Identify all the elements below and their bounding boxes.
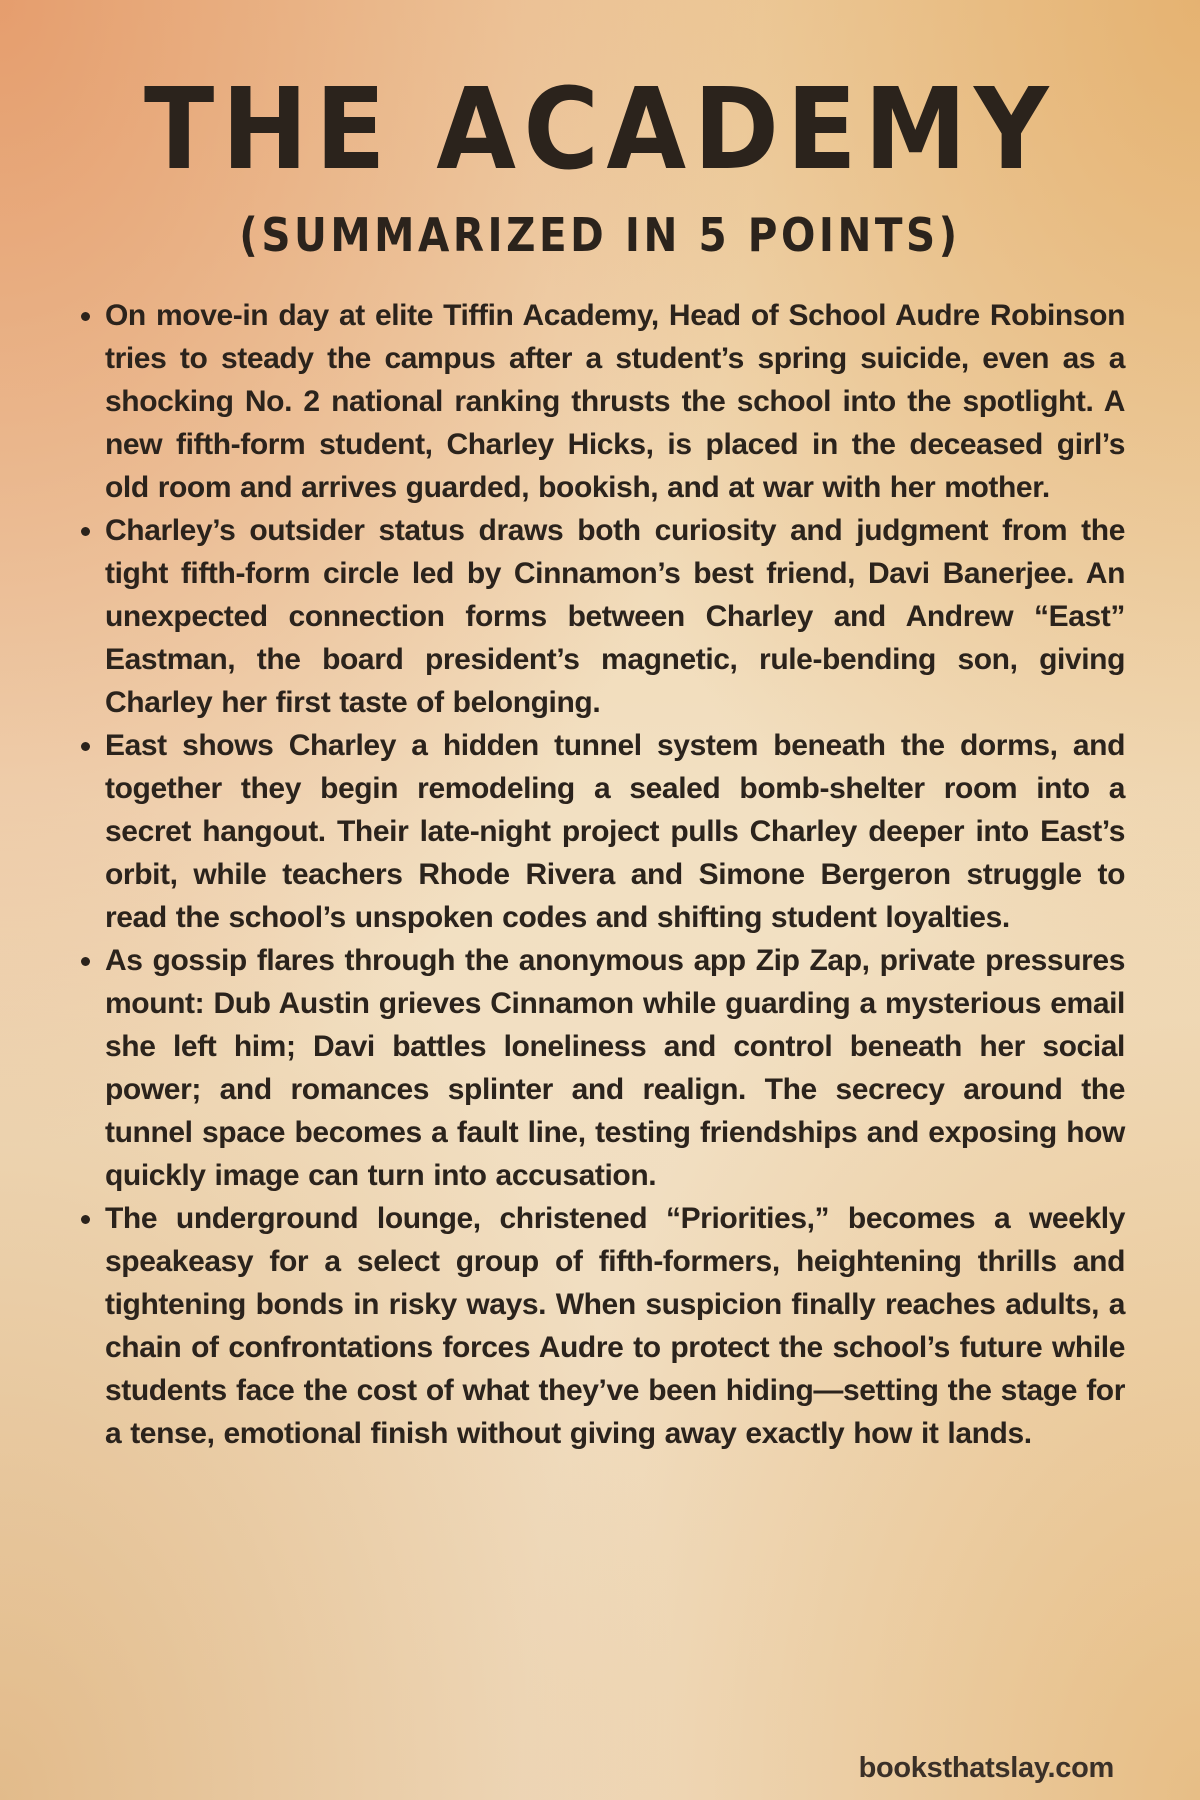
point-text: East shows Charley a hidden tunnel system beneath the dorms, and together they begin remodeling a sealed bomb-shelter room into a secret hangout. Their late-night project pulls Charley deeper into East’s orbit, while teachers Rhode Rivera and Simone Bergeron struggle to read the school’s unspoken codes and shifting student loyalties. xyxy=(105,729,1125,934)
list-item xyxy=(105,294,1125,509)
bullet-icon xyxy=(81,527,90,536)
list-item xyxy=(105,724,1125,939)
site-watermark: booksthatslay.com xyxy=(858,1752,1114,1784)
list-item xyxy=(105,939,1125,1197)
bullet-icon xyxy=(81,742,90,751)
bullet-icon xyxy=(81,957,90,966)
point-text: On move-in day at elite Tiffin Academy, Head of School Audre Robinson tries to steady the campus after a student’s spring suicide, even as a shocking No. 2 national ranking thrusts the school into the spotlight. A new fifth-form student, Charley Hicks, is placed in the deceased girl’s old room and arrives guarded, bookish, and at war with her mother. xyxy=(105,299,1125,504)
page-subtitle: (SUMMARIZED IN 5 POINTS) xyxy=(239,208,961,262)
list-item xyxy=(105,509,1125,724)
point-text: Charley’s outsider status draws both curiosity and judgment from the tight fifth-form circle led by Cinnamon’s best friend, Davi Banerjee. An unexpected connection forms between Charley and Andrew “East” Eastman, the board president’s magnetic, rule-bending son, giving Charley her first taste of belonging. xyxy=(105,514,1125,719)
bullet-icon xyxy=(81,312,90,321)
summary-list xyxy=(105,294,1125,1455)
point-text: As gossip flares through the anonymous app Zip Zap, private pressures mount: Dub Austin grieves Cinnamon while guarding a mysterious email she left him; Davi battles loneliness and control beneath her social power; and romances splinter and realign. The secrecy around the tunnel space becomes a fault line, testing friendships and exposing how quickly image can turn into accusation. xyxy=(105,944,1125,1192)
page-title: THE ACADEMY xyxy=(144,65,1056,195)
bullet-icon xyxy=(81,1215,90,1224)
point-text: The underground lounge, christened “Priorities,” becomes a weekly speakeasy for a select group of fifth-formers, heightening thrills and tightening bonds in risky ways. When suspicion finally reaches adults, a chain of confrontations forces Audre to protect the school’s future while students face the cost of what they’ve been hiding—setting the stage for a tense, emotional finish without giving away exactly how it lands. xyxy=(105,1202,1125,1450)
list-item xyxy=(105,1197,1125,1455)
